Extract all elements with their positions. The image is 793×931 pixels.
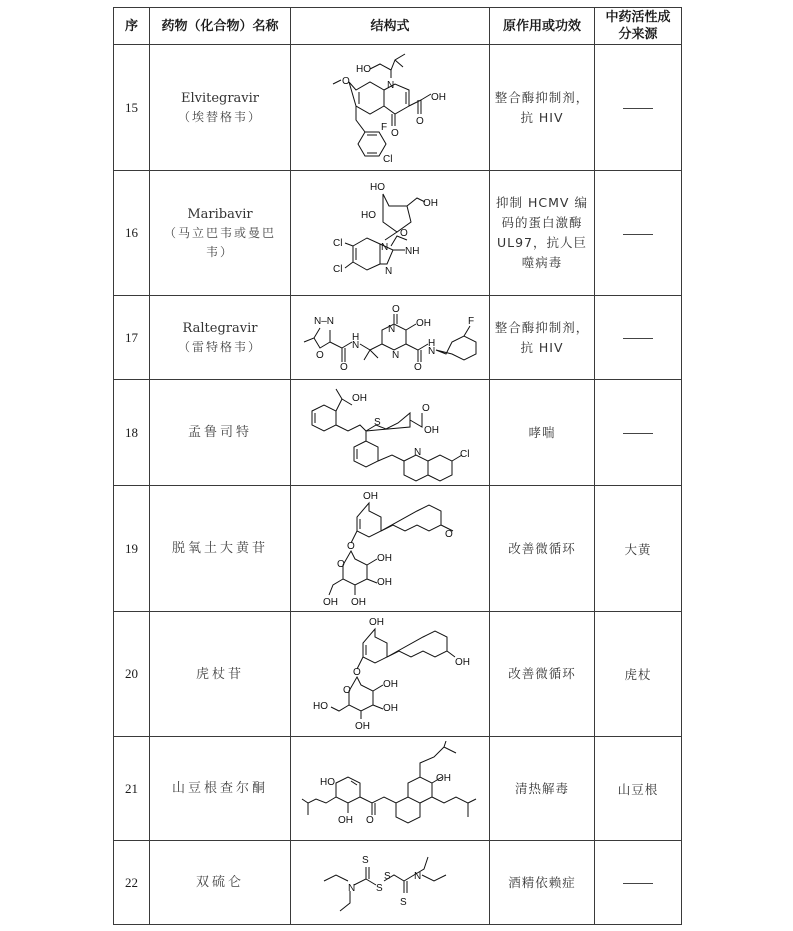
svg-text:N: N [392, 349, 400, 361]
empty-dash [623, 883, 653, 884]
effect-cell: 抑制 HCMV 编码的蛋白激酶 UL97，抗人巨噬病毒 [490, 171, 595, 296]
row-index: 16 [114, 171, 150, 296]
svg-text:O: O [400, 228, 408, 239]
header-index: 序 [114, 8, 150, 45]
drug-name-cn: 双硫仑 [195, 875, 244, 890]
svg-text:O: O [347, 540, 355, 552]
source-cell: 大黄 [595, 486, 682, 612]
svg-text:O: O [340, 361, 348, 373]
svg-text:N: N [352, 339, 360, 351]
svg-text:NH: NH [405, 246, 420, 257]
svg-text:O: O [353, 667, 361, 678]
structure-cell [291, 380, 490, 486]
table-row [114, 486, 682, 612]
svg-text:F: F [381, 122, 388, 133]
svg-text:OH: OH [355, 721, 370, 732]
svg-text:HO: HO [370, 182, 385, 193]
svg-text:S: S [376, 882, 383, 894]
drug-name-cn: 山豆根查尔酮 [171, 781, 268, 796]
drug-name-cn: 脱氧土大黄苷 [171, 541, 268, 556]
svg-text:OH: OH [423, 198, 438, 209]
svg-text:OH: OH [323, 596, 338, 608]
svg-text:O: O [391, 128, 399, 139]
table-row [114, 380, 682, 486]
drug-name-cn: 孟鲁司特 [187, 425, 252, 440]
polydatin-structure-icon [305, 615, 475, 733]
svg-text:OH: OH [369, 617, 384, 628]
svg-text:N: N [388, 323, 396, 335]
header-source: 中药活性成分来源 [595, 8, 682, 45]
source-cell [595, 45, 682, 171]
structure-cell [291, 841, 490, 925]
table-row [114, 45, 682, 171]
svg-text:Cl: Cl [383, 154, 393, 165]
svg-text:HO: HO [320, 776, 335, 788]
svg-text:S: S [374, 416, 381, 428]
row-index: 20 [114, 612, 150, 737]
drug-name [150, 380, 291, 486]
svg-text:OH: OH [436, 772, 451, 784]
effect-cell: 改善微循环 [490, 486, 595, 612]
drug-name [150, 45, 291, 171]
svg-text:OH: OH [338, 814, 353, 826]
svg-text:N: N [387, 80, 395, 91]
table-row [114, 612, 682, 737]
svg-text:H: H [352, 331, 360, 343]
effect-cell: 整合酶抑制剂，抗 HIV [490, 45, 595, 171]
svg-text:HO: HO [361, 210, 376, 221]
svg-text:Cl: Cl [460, 448, 470, 460]
effect-cell: 哮喘 [490, 380, 595, 486]
svg-text:O: O [316, 349, 324, 361]
drug-name-en: Raltegravir [182, 320, 258, 336]
structure-cell [291, 612, 490, 737]
structure-cell [291, 296, 490, 380]
header-name: 药物（化合物）名称 [150, 8, 291, 45]
disulfiram-structure-icon [320, 845, 460, 921]
drug-name [150, 171, 291, 296]
structure-cell [291, 486, 490, 612]
svg-text:OH: OH [416, 317, 431, 329]
svg-text:OH: OH [351, 596, 366, 608]
svg-text:HO: HO [356, 64, 371, 75]
empty-dash [623, 108, 653, 109]
montelukast-structure-icon [300, 383, 480, 483]
svg-text:N: N [414, 446, 422, 458]
svg-text:N: N [348, 882, 356, 894]
effect-cell: 整合酶抑制剂，抗 HIV [490, 296, 595, 380]
svg-text:OH: OH [352, 392, 367, 404]
source-cell: 虎杖 [595, 612, 682, 737]
svg-text:O: O [445, 528, 453, 540]
row-index: 19 [114, 486, 150, 612]
table-header-row [114, 8, 682, 45]
header-effect: 原作用或功效 [490, 8, 595, 45]
svg-text:Cl: Cl [333, 238, 343, 249]
drug-name-cn: 虎杖苷 [195, 666, 244, 682]
sophoradin-chalcone-structure-icon [300, 741, 480, 837]
svg-text:N: N [414, 870, 422, 882]
source-cell [595, 296, 682, 380]
svg-text:OH: OH [377, 576, 392, 588]
svg-text:OH: OH [431, 92, 446, 103]
drug-name [150, 296, 291, 380]
raltegravir-structure-icon [300, 302, 480, 374]
drug-name [150, 486, 291, 612]
svg-text:O: O [343, 685, 351, 696]
svg-text:OH: OH [383, 703, 398, 714]
svg-text:HO: HO [313, 701, 328, 712]
svg-text:H: H [428, 337, 436, 349]
svg-text:N: N [381, 242, 389, 253]
svg-text:OH: OH [377, 552, 392, 564]
svg-text:N–N: N–N [314, 315, 335, 327]
svg-text:Cl: Cl [333, 264, 343, 275]
table-row [114, 296, 682, 380]
drug-name-cn: （马立巴韦或曼巴韦） [163, 225, 276, 259]
svg-text:F: F [468, 315, 475, 327]
structure-cell [291, 45, 490, 171]
structure-cell [291, 737, 490, 841]
header-structure: 结构式 [291, 8, 490, 45]
empty-dash [623, 433, 653, 434]
source-cell [595, 171, 682, 296]
drug-name-cn: （雷特格韦） [177, 339, 262, 354]
structure-cell [291, 171, 490, 296]
svg-text:O: O [337, 558, 345, 570]
svg-text:O: O [414, 361, 422, 373]
table-row [114, 841, 682, 925]
elvitegravir-structure-icon [325, 50, 455, 165]
svg-text:O: O [422, 402, 430, 414]
drug-name [150, 737, 291, 841]
svg-text:O: O [342, 76, 350, 87]
source-cell [595, 841, 682, 925]
deoxyrhaponticin-structure-icon [305, 489, 475, 609]
row-index: 17 [114, 296, 150, 380]
svg-text:S: S [384, 870, 391, 882]
svg-text:OH: OH [424, 424, 439, 436]
drug-name-en: Maribavir [187, 206, 253, 222]
drug-name-en: Elvitegravir [180, 90, 260, 106]
svg-text:OH: OH [455, 657, 470, 668]
effect-cell: 清热解毒 [490, 737, 595, 841]
svg-text:N: N [385, 266, 393, 277]
maribavir-structure-icon [325, 178, 455, 288]
drug-name [150, 612, 291, 737]
row-index: 22 [114, 841, 150, 925]
row-index: 18 [114, 380, 150, 486]
empty-dash [623, 338, 653, 339]
svg-text:S: S [400, 896, 407, 908]
row-index: 21 [114, 737, 150, 841]
drug-name-cn: （埃替格韦） [177, 109, 262, 124]
empty-dash [623, 234, 653, 235]
svg-text:O: O [366, 814, 374, 826]
svg-text:OH: OH [383, 679, 398, 690]
svg-text:O: O [416, 116, 424, 127]
drug-name [150, 841, 291, 925]
effect-cell: 改善微循环 [490, 612, 595, 737]
table-row [114, 171, 682, 296]
drug-table [113, 7, 682, 925]
svg-text:S: S [362, 854, 369, 866]
row-index: 15 [114, 45, 150, 171]
table-row [114, 737, 682, 841]
source-cell [595, 380, 682, 486]
effect-cell: 酒精依赖症 [490, 841, 595, 925]
svg-text:OH: OH [363, 490, 378, 502]
svg-text:O: O [392, 303, 400, 315]
source-cell: 山豆根 [595, 737, 682, 841]
svg-text:N: N [428, 345, 436, 357]
